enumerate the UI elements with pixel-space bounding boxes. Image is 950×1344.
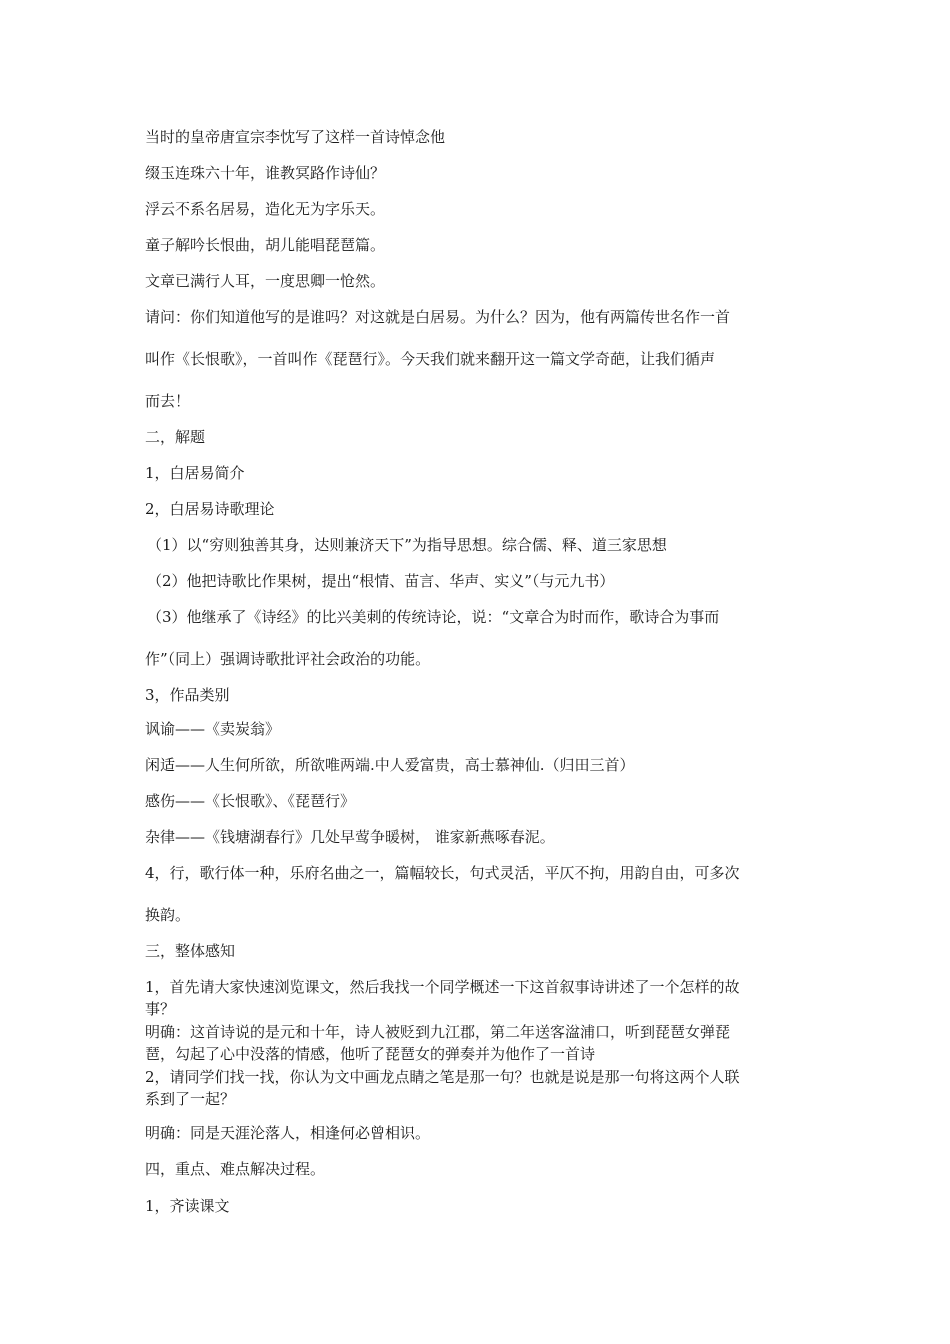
text-line: 叫作《长恨歌》，一首叫作《琵琶行》。今天我们就来翻开这一篇文学奇葩，让我们循声 bbox=[145, 350, 716, 368]
text-line: （1）以“穷则独善其身，达则兼济天下”为指导思想。综合儒、释、道三家思想 bbox=[147, 536, 667, 554]
text-line: 感伤——《长恨歌》、《琵琶行》 bbox=[145, 792, 356, 810]
section-heading: 四，重点、难点解决过程。 bbox=[145, 1160, 326, 1178]
subheading: 2，白居易诗歌理论 bbox=[145, 500, 275, 518]
text-line: 闲适——人生何所欲，所欲唯两端.中人爱富贵，高士慕神仙.（归田三首） bbox=[145, 756, 635, 774]
text-line: （3）他继承了《诗经》的比兴美刺的传统诗论，说：“文章合为时而作，歌诗合为事而 bbox=[147, 608, 720, 626]
text-line: 1，首先请大家快速浏览课文，然后我找一个同学概述一下这首叙事诗讲述了一个怎样的故 bbox=[145, 978, 740, 996]
poem-line: 童子解吟长恨曲，胡儿能唱琵琶篇。 bbox=[145, 236, 386, 254]
text-line: 明确：这首诗说的是元和十年，诗人被贬到九江郡，第二年送客湓浦口，听到琵琶女弹琵 bbox=[145, 1023, 731, 1041]
text-line: 请问：你们知道他写的是谁吗？对这就是白居易。为什么？因为，他有两篇传世名作一首 bbox=[145, 308, 731, 326]
text-line: 换韵。 bbox=[145, 906, 191, 924]
text-line: 明确：同是天涯沦落人，相逢何必曾相识。 bbox=[145, 1124, 431, 1142]
poem-line: 缀玉连珠六十年，谁教冥路作诗仙？ bbox=[145, 164, 386, 182]
subheading: 3，作品类别 bbox=[145, 686, 230, 704]
text-line: 杂律——《钱塘湖春行》几处早莺争暖树， 谁家新燕啄春泥。 bbox=[145, 828, 555, 846]
text-line: 2，请同学们找一找，你认为文中画龙点睛之笔是那一句？也就是说是那一句将这两个人联 bbox=[145, 1068, 740, 1086]
text-line: 系到了一起？ bbox=[145, 1090, 236, 1108]
poem-line: 浮云不系名居易，造化无为字乐天。 bbox=[145, 200, 386, 218]
text-line: 事？ bbox=[145, 1000, 176, 1018]
text-line: （2）他把诗歌比作果树，提出“根情、苗言、华声、实义”（与元九书） bbox=[147, 572, 615, 590]
text-line: 而去！ bbox=[145, 392, 191, 410]
section-heading: 二，解题 bbox=[145, 428, 206, 446]
subheading: 1，白居易简介 bbox=[145, 464, 245, 482]
text-line: 作”（同上）强调诗歌批评社会政治的功能。 bbox=[145, 650, 431, 668]
text-line: 讽谕——《卖炭翁》 bbox=[145, 720, 281, 738]
text-line: 琶，勾起了心中没落的情感，他听了琵琶女的弹奏并为他作了一首诗 bbox=[145, 1045, 596, 1063]
subheading: 1，齐读课文 bbox=[145, 1197, 230, 1215]
text-line: 4，行，歌行体一种，乐府名曲之一，篇幅较长，句式灵活，平仄不拘，用韵自由，可多次 bbox=[145, 864, 740, 882]
poem-line: 文章已满行人耳，一度思卿一怆然。 bbox=[145, 272, 386, 290]
section-heading: 三，整体感知 bbox=[145, 942, 236, 960]
text-line: 当时的皇帝唐宣宗李忱写了这样一首诗悼念他 bbox=[145, 128, 446, 146]
